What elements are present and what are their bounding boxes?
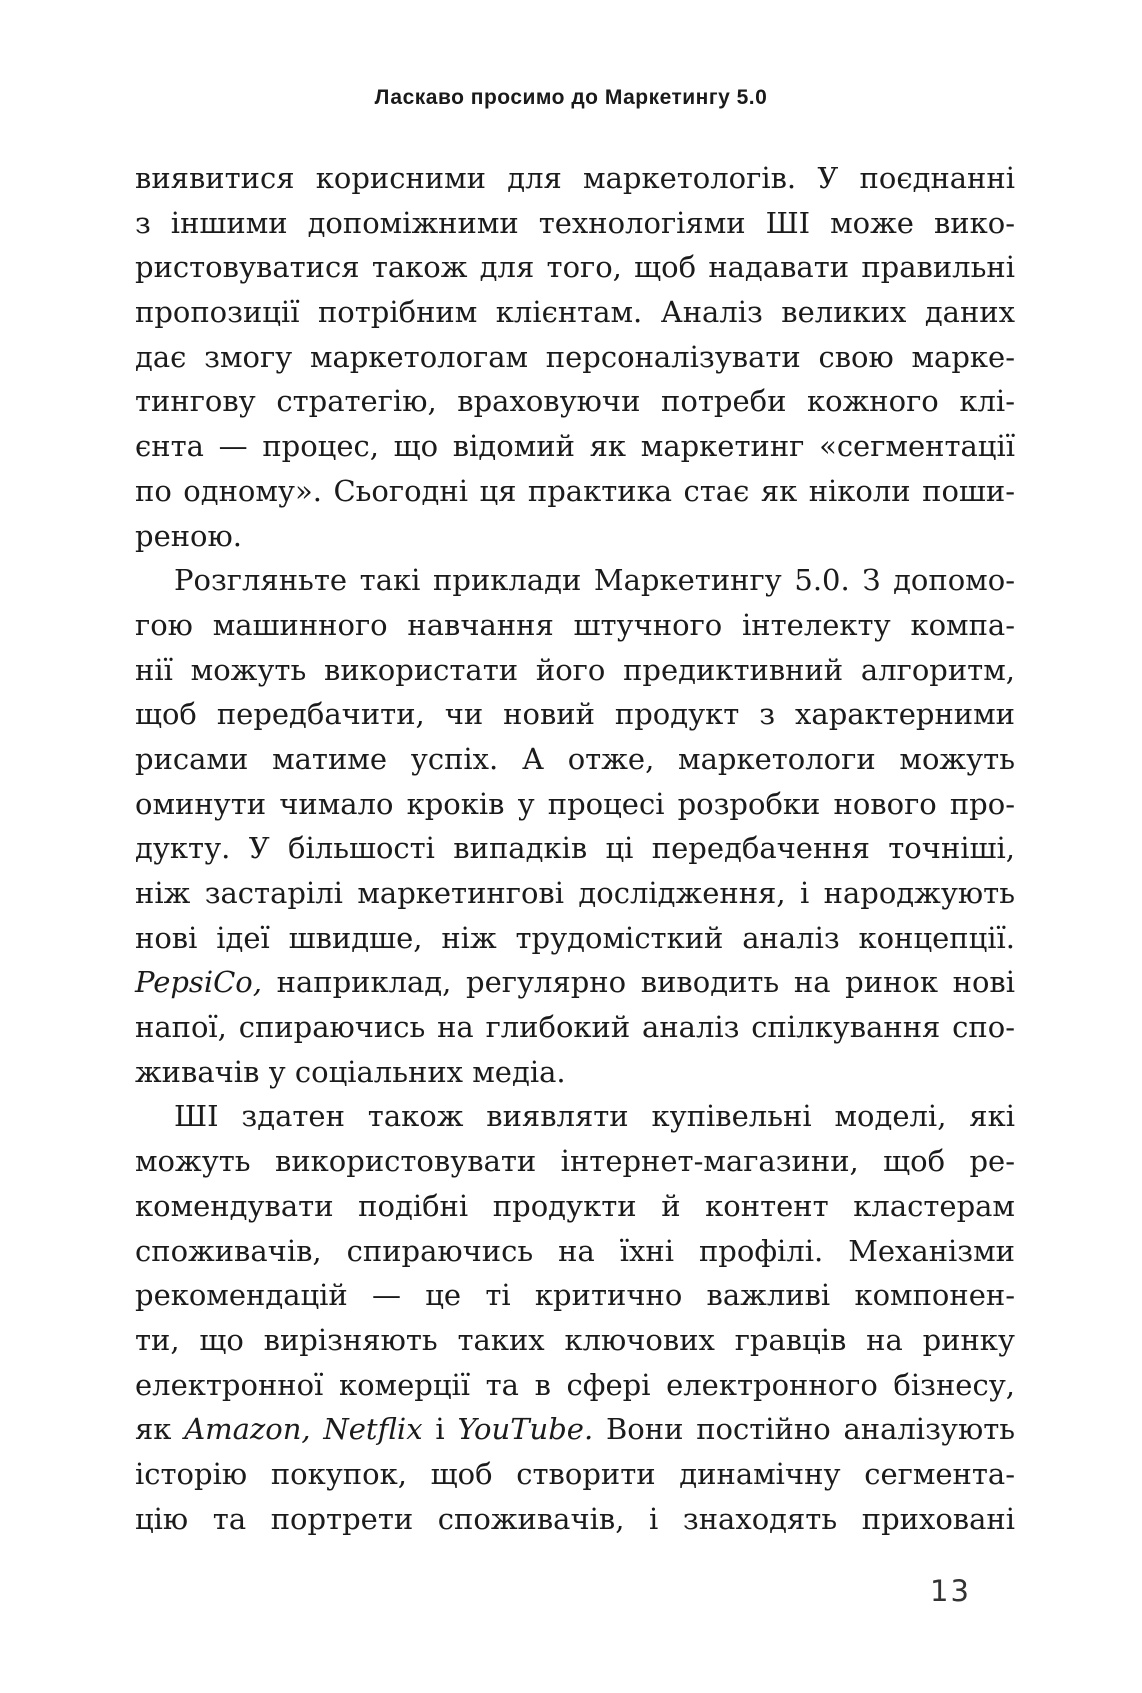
text-line: PepsiCo, наприклад, регулярно виводить на ринок нові <box>135 965 1016 1000</box>
text-line: рисами матиме успіх. А отже, маркетологи можуть <box>135 741 1015 776</box>
text-line: комендувати подібні продукти й контент кластерам <box>135 1188 1015 1223</box>
text-line: можуть використовувати інтернет-магазини, щоб ре- <box>135 1144 1015 1179</box>
page-number: 13 <box>930 1574 971 1608</box>
text-line: електронної комерції та в сфері електронного бізнесу, <box>135 1367 1015 1402</box>
text-line: нові ідеї швидше, ніж трудомісткий аналіз концепції. <box>135 920 1015 955</box>
text-line: дукту. У більшості випадків ці передбачення точніші, <box>135 831 1015 866</box>
text-line: дає змогу маркетологам персоналізувати свою марке- <box>135 339 1015 374</box>
text-line: нії можуть використати його предиктивний алгоритм, <box>135 652 1015 687</box>
text-line: виявитися корисними для маркетологів. У поєднанні <box>135 161 1015 195</box>
text-line: напої, спираючись на глибокий аналіз спілкування спо- <box>135 1010 1015 1045</box>
text-line: ніж застарілі маркетингові дослідження, і народжують <box>135 876 1015 910</box>
running-head: Ласкаво просимо до Маркетингу 5.0 <box>374 86 768 109</box>
text-line: реною. <box>135 518 242 553</box>
text-line: тингову стратегію, враховуючи потреби кожного клі- <box>135 384 1015 419</box>
text-line: Розгляньте такі приклади Маркетингу 5.0. З допомо- <box>174 563 1015 598</box>
text-line: ти, що вирізняють таких ключових гравців на ринку <box>135 1322 1015 1357</box>
text-line: щоб передбачити, чи новий продукт з характерними <box>135 697 1015 732</box>
text-line: оминути чимало кроків у процесі розробки нового про- <box>135 786 1015 821</box>
text-line: рекомендацій — це ті критично важливі компонен- <box>135 1278 1015 1313</box>
text-line: гою машинного навчання штучного інтелекту компа- <box>135 607 1015 642</box>
body-text <box>135 156 1015 1541</box>
text-line: ристовуватися також для того, щоб надавати правильні <box>135 250 1015 285</box>
text-line: історію покупок, щоб створити динамічну сегмента- <box>135 1456 1015 1491</box>
text-line: по одному». Сьогодні ця практика стає як ніколи поши- <box>135 473 1015 508</box>
text-line: пропозиції потрібним клієнтам. Аналіз великих даних <box>135 295 1015 330</box>
text-line: як Amazon, Netflix і YouTube. Вони постійно аналізують <box>135 1412 1016 1447</box>
text-line: цію та портрети споживачів, і знаходять приховані <box>135 1501 1015 1536</box>
text-line: живачів у соціальних медіа. <box>135 1054 566 1089</box>
text-line: єнта — процес, що відомий як маркетинг «сегментації <box>135 429 1015 464</box>
text-line: ШІ здатен також виявляти купівельні моделі, які <box>174 1099 1015 1134</box>
text-line: споживачів, спираючись на їхні профілі. Механізми <box>135 1233 1015 1268</box>
text-line: з іншими допоміжними технологіями ШІ може вико- <box>135 205 1015 240</box>
